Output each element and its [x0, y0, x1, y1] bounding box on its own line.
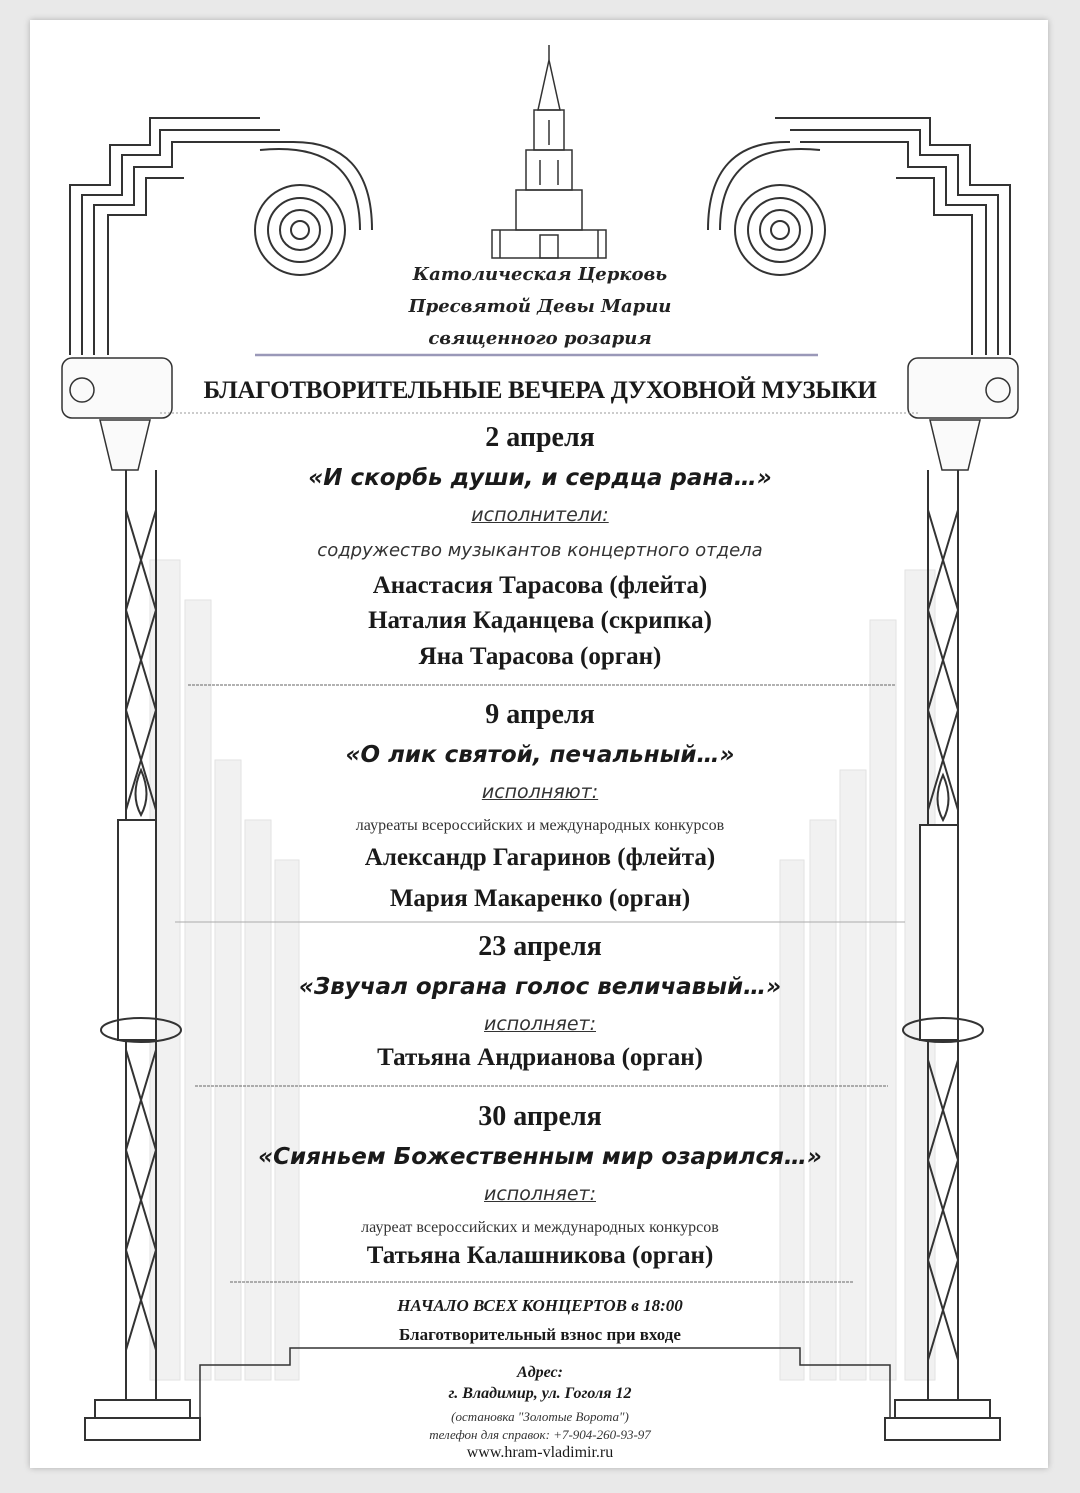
church-name-line1: Католическая Церковь	[412, 264, 668, 285]
concert-2-description: лауреаты всероссийских и международных конкурсов	[355, 817, 725, 834]
church-name-line2: Пресвятой Девы Марии	[408, 296, 672, 317]
concert-1-date: 2 апреля	[485, 422, 595, 453]
concert-2-program: «О лик святой, печальный…»	[345, 742, 735, 768]
start-time: НАЧАЛО ВСЕХ КОНЦЕРТОВ в 18:00	[397, 1296, 683, 1315]
church-icon	[492, 45, 606, 258]
scroll-ornament-right	[708, 118, 1010, 355]
address: г. Владимир, ул. Гоголя 12	[448, 1385, 632, 1402]
concert-2-performer-2: Мария Макаренко (орган)	[389, 885, 691, 912]
poster-title: БЛАГОТВОРИТЕЛЬНЫЕ ВЕЧЕРА ДУХОВНОЙ МУЗЫКИ	[203, 377, 877, 404]
bus-stop: (остановка "Золотые Ворота")	[451, 1409, 629, 1424]
concert-2-label: исполняют:	[481, 781, 599, 803]
concert-1-description: содружество музыкантов концертного отдела	[317, 540, 763, 561]
concert-3-program: «Звучал органа голос величавый…»	[298, 974, 782, 1000]
concert-4-label: исполняет:	[484, 1183, 596, 1205]
entry-fee: Благотворительный взнос при входе	[399, 1325, 681, 1344]
concert-4-program: «Сияньем Божественным мир озарился…»	[258, 1144, 822, 1170]
phone: телефон для справок: +7-904-260-93-97	[429, 1427, 651, 1442]
concert-3-performer-1: Татьяна Андрианова (орган)	[377, 1044, 703, 1071]
concert-1-performer-2: Наталия Каданцева (скрипка)	[368, 607, 712, 634]
website-link[interactable]: www.hram-vladimir.ru	[466, 1444, 614, 1461]
concert-1-program: «И скорбь души, и сердца рана…»	[308, 465, 772, 491]
concert-2-performer-1: Александр Гагаринов (флейта)	[364, 844, 716, 871]
concert-1-performer-3: Яна Тарасова (орган)	[418, 643, 662, 670]
concert-4-description: лауреат всероссийских и международных конкурсов	[361, 1219, 719, 1236]
church-name-line3: священного розария	[428, 328, 652, 349]
scroll-ornament-left	[70, 118, 372, 355]
concert-3-label: исполняет:	[484, 1013, 596, 1035]
concert-4-performer-1: Татьяна Калашникова (орган)	[366, 1242, 714, 1269]
concert-4-date: 30 апреля	[478, 1101, 602, 1132]
address-label: Адрес:	[517, 1364, 563, 1381]
concert-1-label: исполнители:	[471, 504, 609, 526]
concert-1-performer-1: Анастасия Тарасова (флейта)	[372, 572, 708, 599]
concert-2-date: 9 апреля	[485, 699, 595, 730]
concert-3-date: 23 апреля	[478, 931, 602, 962]
